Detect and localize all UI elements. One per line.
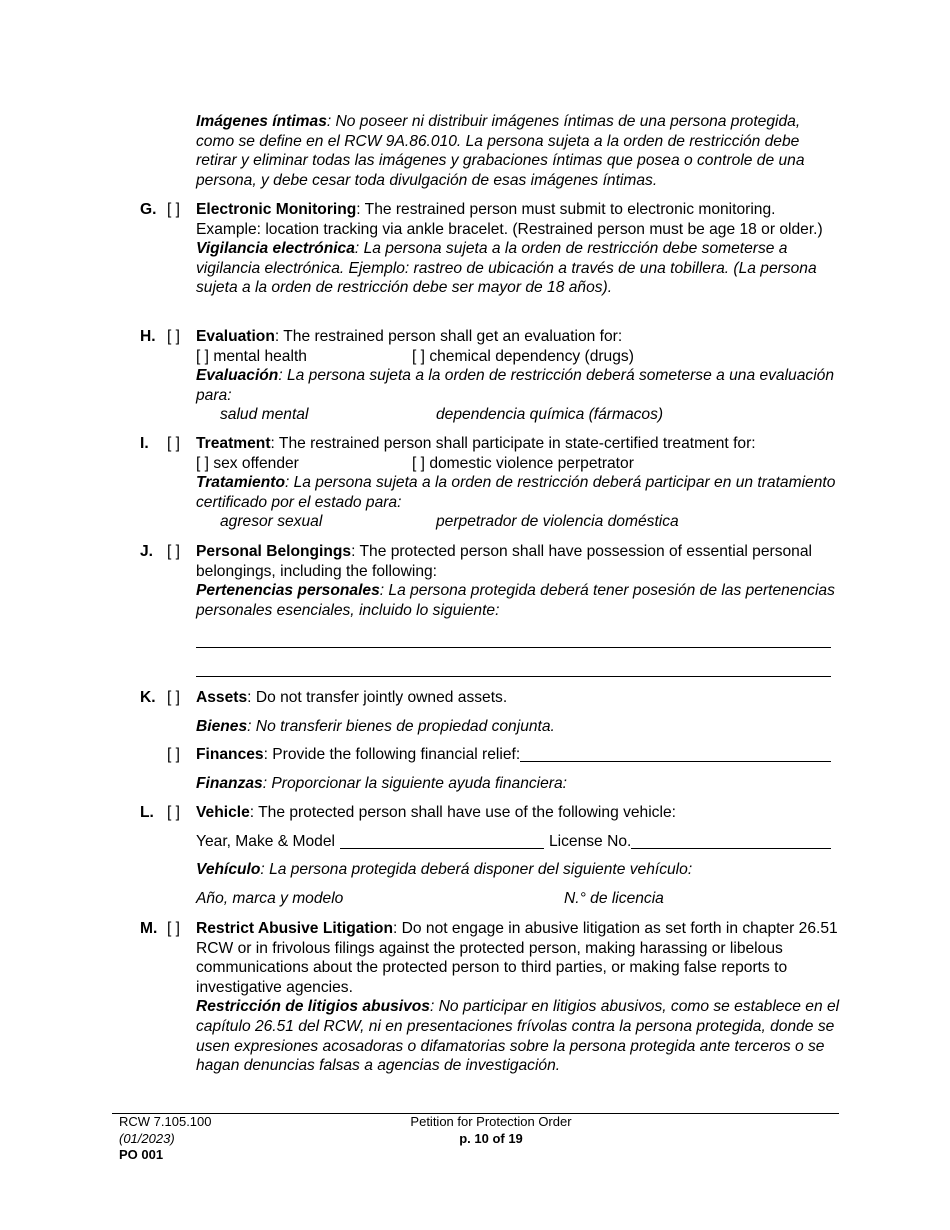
section-k-finances: [140, 745, 840, 793]
section-title-es: Tratamiento: [196, 474, 285, 492]
checkbox-l[interactable]: [ ]: [167, 804, 180, 821]
footer-form-number: PO 001: [119, 1147, 164, 1162]
finances-text-es: : Proporcionar la siguiente ayuda financiera:: [262, 774, 567, 792]
option-es-1: agresor sexual: [220, 513, 323, 531]
section-title: Treatment: [196, 435, 271, 452]
checkbox-g[interactable]: [ ]: [167, 201, 180, 218]
section-text-es: : La persona sujeta a la orden de restricción debe someterse a vigilancia electrónica. Ejemplo: rastreo de ubicación a través de una tobillera. (La persona sujeta a la orden de restricción debe ser mayor de 18 años).: [196, 240, 817, 297]
section-text-es: : La persona sujeta a la orden de restricción deberá participar en un tratamiento certificado por el estado para:: [196, 474, 836, 511]
year-make-model-field[interactable]: [340, 832, 544, 849]
section-title: Restrict Abusive Litigation: [196, 920, 393, 937]
section-title: Evaluation: [196, 328, 275, 345]
section-text: : The restrained person shall get an evaluation for:: [274, 328, 623, 345]
option-es-2: dependencia química (fármacos): [436, 406, 664, 424]
option-chemical-dependency[interactable]: [ ] chemical dependency (drugs): [412, 347, 634, 365]
section-text-es: : La persona protegida deberá tener posesión de las pertenencias personales esenciales, incluido lo siguiente:: [196, 582, 835, 619]
footer-page-number: p. 10 of 19: [459, 1130, 523, 1146]
finances-text: : Provide the following financial relief:: [263, 746, 521, 763]
section-letter: I.: [140, 435, 149, 452]
section-text: : The restrained person must submit to electronic monitoring. Example: location tracking via ankle bracelet. (Restrained person must be age 18 or older.): [196, 201, 823, 238]
section-letter: M.: [140, 920, 158, 937]
footer-title: Petition for Protection Order: [410, 1114, 572, 1129]
license-field[interactable]: [631, 832, 831, 849]
section-h-evaluation: [140, 327, 840, 425]
checkbox-k[interactable]: [ ]: [167, 689, 180, 706]
section-title: Personal Belongings: [196, 543, 352, 560]
section-title-es: Bienes: [196, 717, 248, 735]
year-make-model-label: Year, Make & Model: [196, 832, 335, 850]
checkbox-h[interactable]: [ ]: [167, 328, 180, 345]
intimate-images-text: : No poseer ni distribuir imágenes íntimas de una persona protegida, como se define en el RCW 9A.86.010. La persona sujeta a la orden de restricción debe retirar y eliminar todas las imágenes y grabaciones íntimas que posea o controle de una persona, y debe cesar toda divulgación de esas imágenes íntimas.: [196, 113, 805, 189]
section-title-es: Vigilancia electrónica: [196, 240, 355, 258]
footer-rcw: RCW 7.105.100: [119, 1114, 212, 1129]
section-letter: L.: [140, 804, 154, 821]
section-m-abusive-litigation: [140, 919, 840, 1076]
section-letter: K.: [140, 689, 156, 706]
section-letter: J.: [140, 543, 154, 560]
footer-left: [119, 1114, 212, 1164]
section-l-vehicle: [140, 803, 840, 908]
option-es-1: salud mental: [220, 406, 309, 424]
section-title-es: Restricción de litigios abusivos: [196, 998, 430, 1016]
section-g-electronic-monitoring: [140, 200, 840, 298]
section-letter: G.: [140, 201, 157, 218]
finances-title: Finances: [196, 746, 264, 763]
section-text-es: : La persona protegida deberá disponer del siguiente vehículo:: [260, 861, 693, 879]
belongings-line-1[interactable]: [196, 647, 831, 648]
section-title: Electronic Monitoring: [196, 201, 357, 218]
license-label: License No.: [548, 832, 632, 850]
section-intimate-images: [140, 112, 840, 190]
option-es-2: perpetrador de violencia doméstica: [436, 513, 679, 531]
finances-title-es: Finanzas: [196, 774, 263, 792]
section-title-es: Evaluación: [196, 367, 279, 385]
section-j-personal-belongings: [140, 542, 840, 620]
section-i-treatment: [140, 434, 840, 532]
checkbox-m[interactable]: [ ]: [167, 920, 180, 937]
section-text-es: : No transferir bienes de propiedad conjunta.: [247, 717, 555, 735]
section-k-assets: [140, 688, 840, 736]
footer-center: [380, 1114, 602, 1147]
section-title-es: Vehículo: [196, 861, 261, 879]
belongings-line-2[interactable]: [196, 676, 831, 677]
section-text: : The protected person shall have use of the following vehicle:: [249, 804, 676, 821]
section-title-es: Pertenencias personales: [196, 582, 380, 600]
footer-date: (01/2023): [119, 1130, 175, 1146]
license-label-es: N.° de licencia: [564, 889, 664, 907]
checkbox-j[interactable]: [ ]: [167, 543, 180, 560]
section-title: Assets: [196, 689, 248, 706]
finances-fill-line[interactable]: [520, 745, 831, 762]
section-text: : The restrained person shall participate in state-certified treatment for:: [270, 435, 756, 452]
checkbox-i[interactable]: [ ]: [167, 435, 180, 452]
checkbox-finances[interactable]: [ ]: [167, 746, 180, 763]
section-letter: H.: [140, 328, 156, 345]
section-text-es: : La persona sujeta a la orden de restricción deberá someterse a una evaluación para:: [196, 367, 835, 404]
intimate-images-title: Imágenes íntimas: [196, 113, 327, 130]
section-title: Vehicle: [196, 804, 250, 821]
option-sex-offender[interactable]: [ ] sex offender: [196, 454, 299, 472]
section-text: : The protected person shall have possession of essential personal belongings, including the following:: [196, 543, 812, 580]
section-text: : Do not transfer jointly owned assets.: [247, 689, 508, 706]
section-text-es: : No participar en litigios abusivos, como se establece en el capítulo 26.51 del RCW, ni en presentaciones frívolas contra la persona protegida, donde se usen expresiones acosadoras o difamatorias sobre la persona protegida ante terceros o se hagan denuncias falsas a agencias de investigación.: [196, 998, 840, 1075]
option-dv-perpetrator[interactable]: [ ] domestic violence perpetrator: [412, 454, 634, 472]
year-make-model-label-es: Año, marca y modelo: [196, 889, 344, 907]
section-text: : Do not engage in abusive litigation as set forth in chapter 26.51 RCW or in frivolous filings against the protected person, making harassing or libelous communications about the protected person to third parties, or making false reports to investigative agencies.: [196, 920, 838, 996]
option-mental-health[interactable]: [ ] mental health: [196, 347, 307, 365]
